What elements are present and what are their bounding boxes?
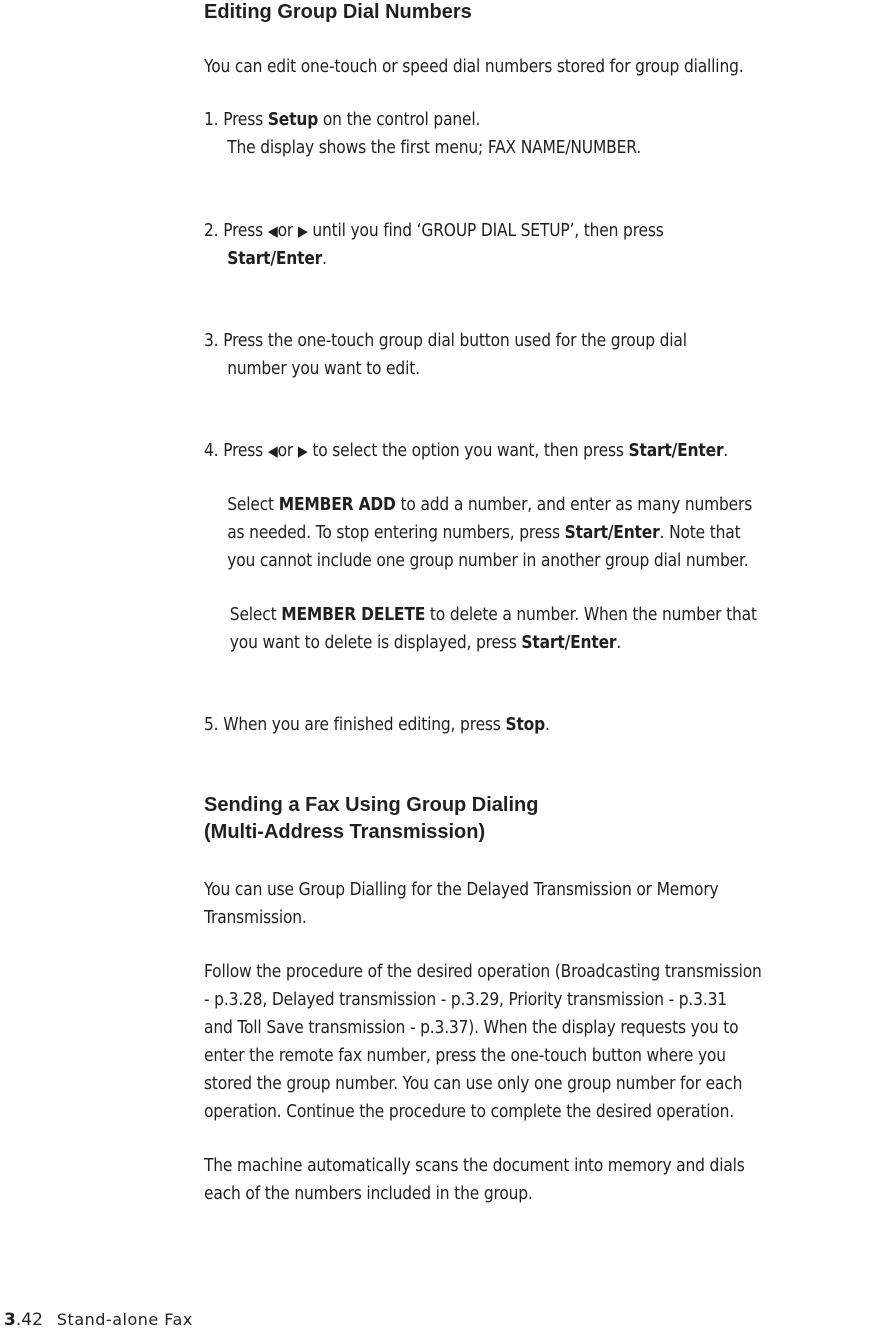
section-heading-editing-group-dial: Editing Group Dial Numbers xyxy=(204,1,472,23)
setup-key: Setup xyxy=(267,109,319,130)
left-arrow-icon: ◀ xyxy=(267,442,278,460)
step-3: 3. Press the one-touch group dial button used for the group dial number you want to edit. xyxy=(204,330,687,379)
start-enter-key: Start/Enter xyxy=(628,440,724,461)
step-4: 4. Press ◀or ▶ to select the option you want, then press Start/Enter. xyxy=(204,440,729,461)
step-4-member-add: Select MEMBER ADD to add a number, and enter as many numbers as needed. To stop entering numbers, press Start/Enter. Note that you cannot include one group number in another group dial number. xyxy=(227,494,753,571)
right-arrow-icon: ▶ xyxy=(297,442,308,460)
stop-key: Stop xyxy=(505,714,546,735)
step-2: 2. Press ◀or ▶ until you find ‘GROUP DIAL SETUP’, then press Start/Enter. xyxy=(204,220,664,269)
right-arrow-icon: ▶ xyxy=(297,222,308,240)
group-dialing-intro: You can use Group Dialling for the Delayed Transmission or Memory Transmission. xyxy=(204,879,719,928)
member-delete-option: MEMBER DELETE xyxy=(281,604,426,625)
step-5: 5. When you are finished editing, press Stop. xyxy=(204,714,550,735)
section-heading-group-dialing: Sending a Fax Using Group Dialing (Multi-Address Transmission) xyxy=(204,794,539,843)
start-enter-key: Start/Enter xyxy=(521,632,617,653)
page-number: .42 xyxy=(15,1310,43,1330)
step-1: 1. Press Setup on the control panel. The display shows the first menu; FAX NAME/NUMBER. xyxy=(204,109,641,158)
step-4-member-delete: Select MEMBER DELETE to delete a number. When the number that you want to delete is displayed, press Start/Enter. xyxy=(229,604,757,653)
member-add-option: MEMBER ADD xyxy=(278,494,396,515)
chapter-number: 3 xyxy=(4,1310,16,1330)
start-enter-key: Start/Enter xyxy=(227,248,323,269)
start-enter-key: Start/Enter xyxy=(564,522,660,543)
page-footer xyxy=(4,1309,193,1331)
procedure-paragraph: Follow the procedure of the desired operation (Broadcasting transmission - p.3.28, Delayed transmission - p.3.29, Priority transmission - p.3.31 and Toll Save transmission - p.3.37). When the display requests you to enter the remote fax number, press the one-touch button where you stored the group number. You can use only one group number for each operation. Continue the procedure to complete the desired operation. xyxy=(204,961,762,1122)
auto-scan-paragraph: The machine automatically scans the document into memory and dials each of the numbers included in the group. xyxy=(204,1155,745,1204)
left-arrow-icon: ◀ xyxy=(267,222,278,240)
intro-paragraph: You can edit one-touch or speed dial numbers stored for group dialling. xyxy=(204,56,744,77)
footer-section-title: Stand-alone Fax xyxy=(56,1310,193,1329)
